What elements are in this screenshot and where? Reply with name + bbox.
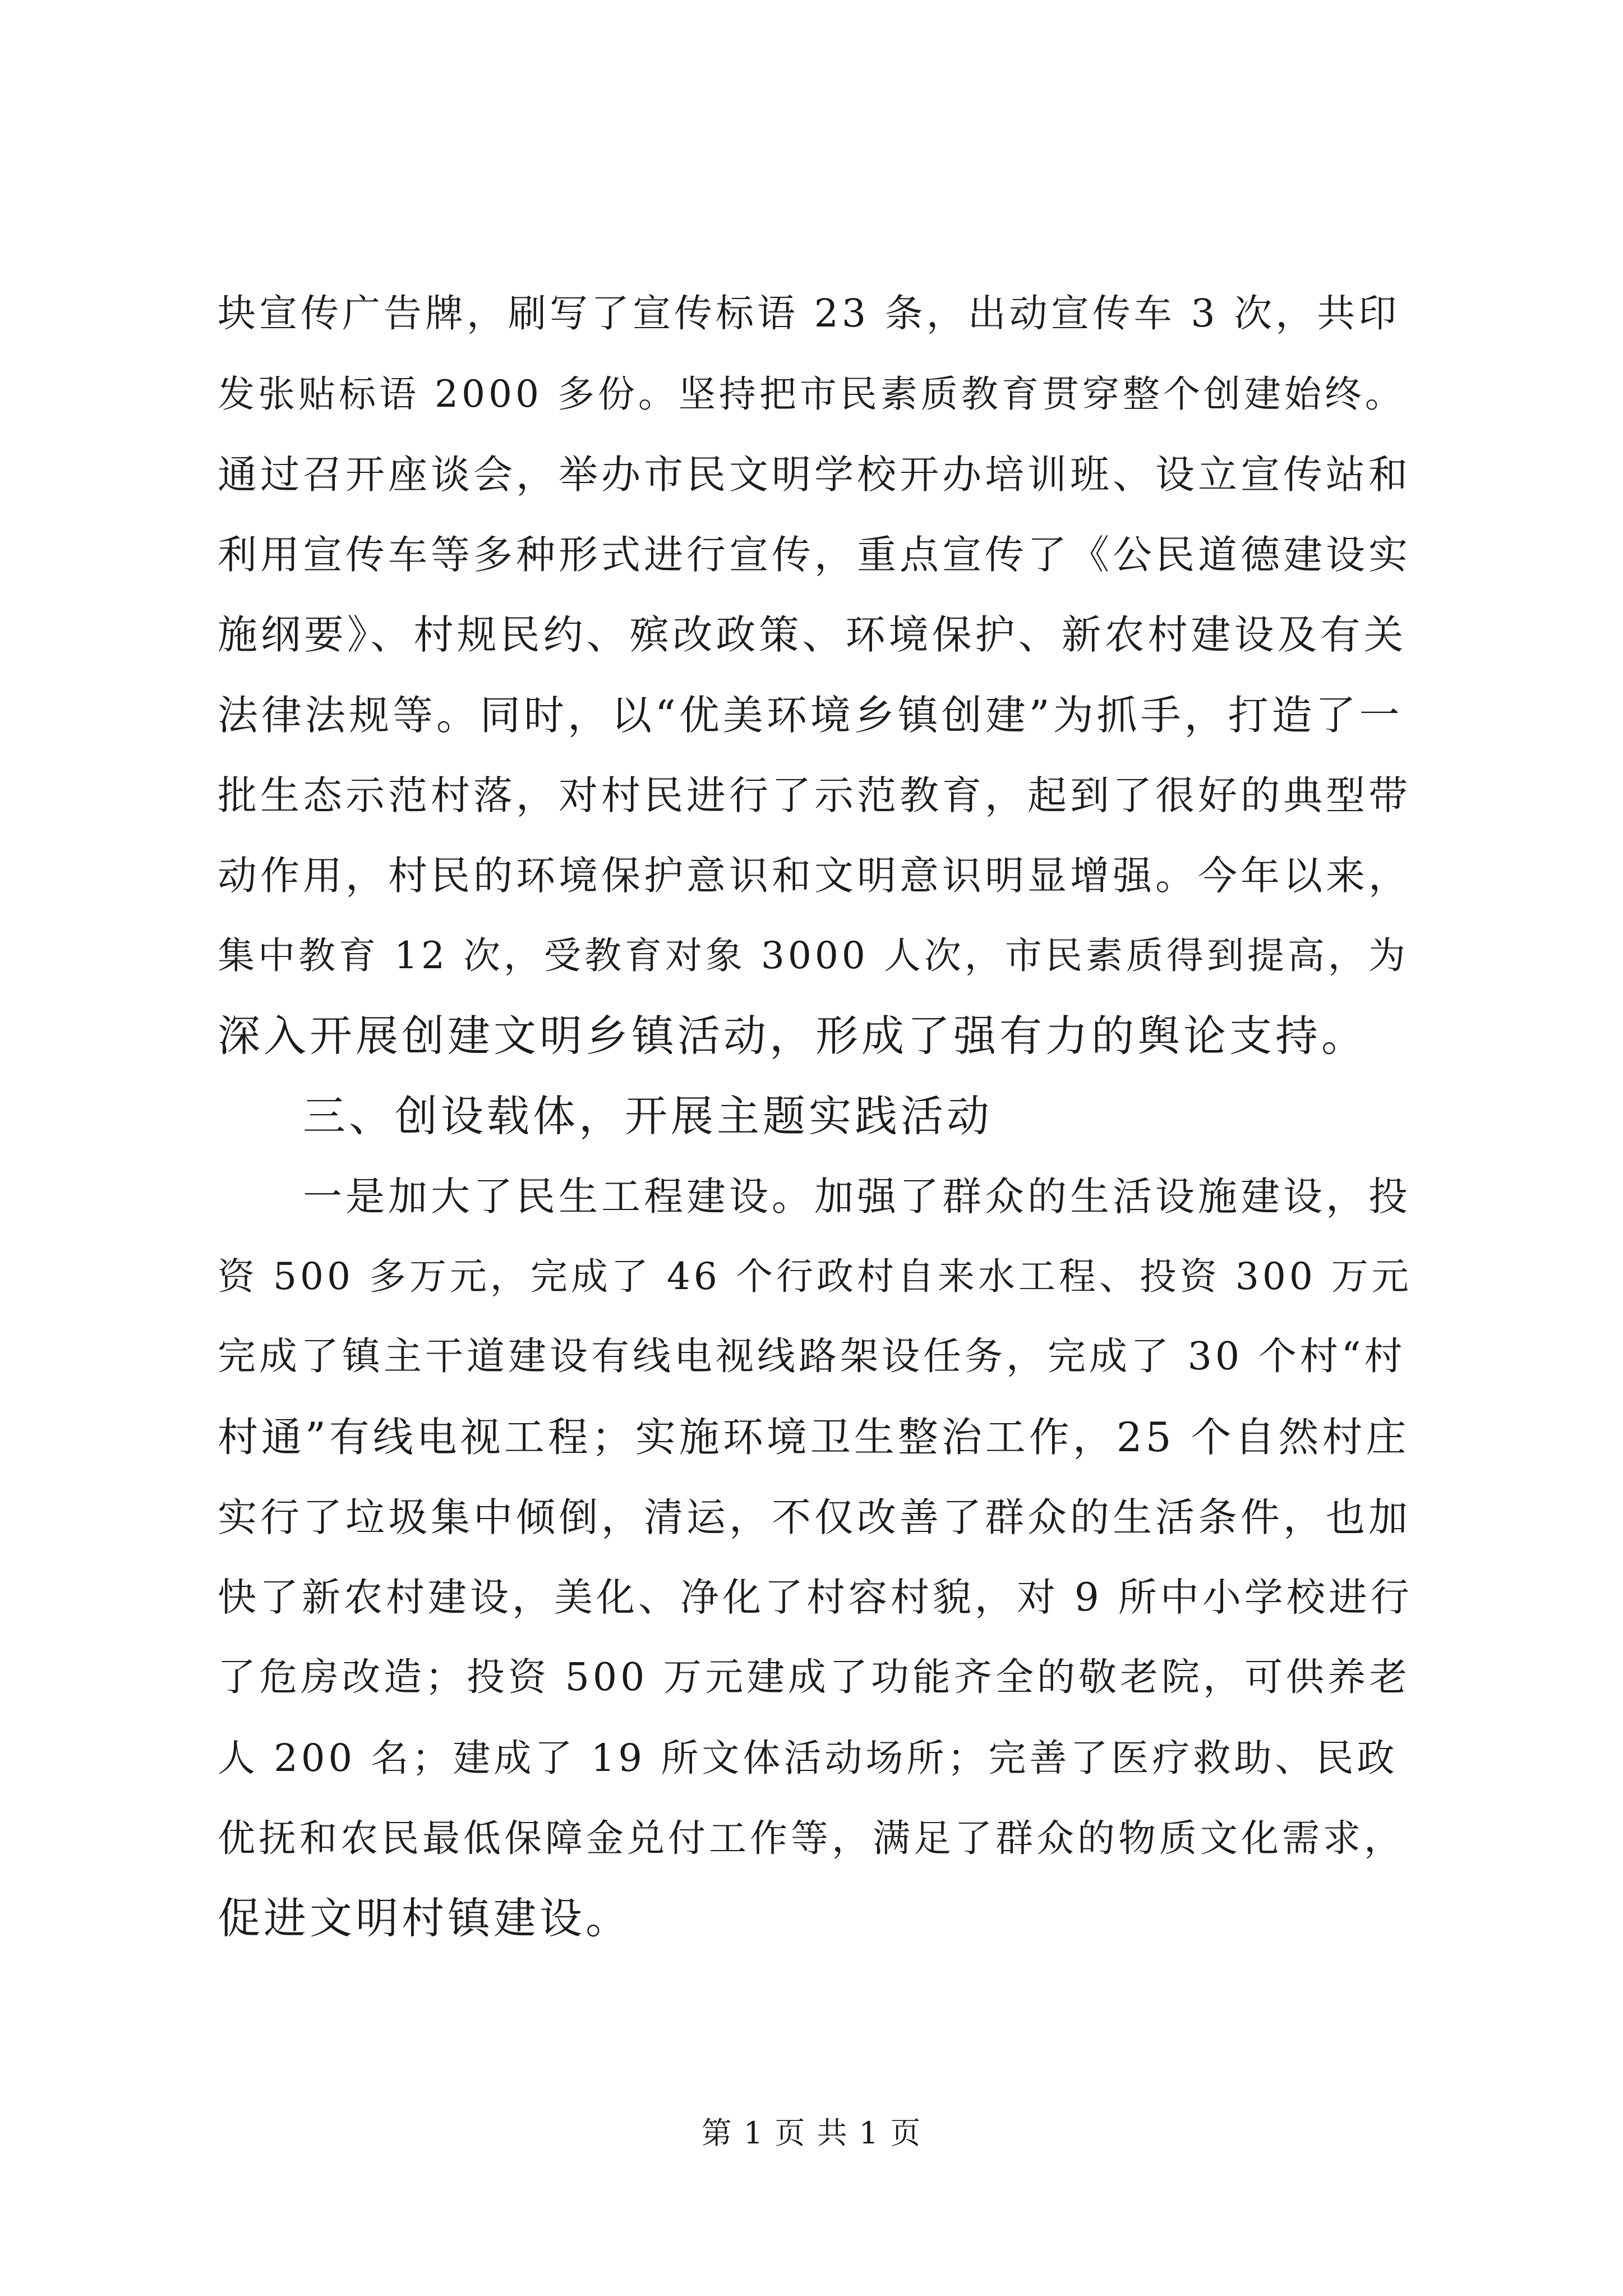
paragraph-2-line-7: 了危房改造；投资 500 万元建成了功能齐全的敬老院，可供养老	[218, 1655, 1411, 1700]
paragraph-2-line-1: 一是加大了民生工程建设。加强了群众的生活设施建设，投	[303, 1174, 1411, 1220]
page-number-footer: 第 1 页 共 1 页	[701, 2115, 922, 2151]
paragraph-2-line-3: 完成了镇主干道建设有线电视线路架设任务，完成了 30 个村“村	[218, 1335, 1406, 1379]
paragraph-1-line-6: 法律法规等。同时，以“优美环境乡镇创建”为抓手，打造了一	[218, 692, 1403, 739]
paragraph-1-line-4: 利用宣传车等多种形式进行宣传，重点宣传了《公民道德建设实	[218, 532, 1411, 578]
paragraph-1-line-7: 批生态示范村落，对村民进行了示范教育，起到了很好的典型带	[218, 772, 1411, 818]
paragraph-1-line-10: 深入开展创建文明乡镇活动，形成了强有力的舆论支持。	[218, 1011, 1367, 1061]
paragraph-2-line-4: 村通”有线电视工程；实施环境卫生整治工作，25 个自然村庄	[218, 1414, 1410, 1461]
paragraph-1-line-8: 动作用，村民的环境保护意识和文明意识明显增强。今年以来，	[218, 853, 1411, 899]
paragraph-2-line-8: 人 200 名；建成了 19 所文体活动场所；完善了医疗救助、民政	[218, 1736, 1398, 1780]
paragraph-1-line-1: 块宣传广告牌，刷写了宣传标语 23 条，出动宣传车 3 次，共印	[218, 292, 1400, 336]
paragraph-1-line-2: 发张贴标语 2000 多份。坚持把市民素质教育贯穿整个创建始终。	[218, 372, 1405, 416]
paragraph-1-line-5: 施纲要》、村规民约、殡改政策、环境保护、新农村建设及有关	[218, 611, 1407, 658]
paragraph-2-line-9: 优抚和农民最低保障金兑付工作等，满足了群众的物质文化需求，	[218, 1816, 1405, 1860]
paragraph-2-line-5: 实行了垃圾集中倾倒，清运，不仅改善了群众的生活条件，也加	[218, 1494, 1411, 1540]
paragraph-2-line-10: 促进文明村镇建设。	[218, 1893, 631, 1943]
paragraph-2-line-6: 快了新农村建设，美化、净化了村容村貌，对 9 所中小学校进行	[218, 1575, 1413, 1620]
paragraph-1-line-9: 集中教育 12 次，受教育对象 3000 人次，市民素质得到提高，为	[218, 934, 1409, 977]
paragraph-2-line-2: 资 500 多万元，完成了 46 个行政村自来水工程、投资 300 万元	[218, 1255, 1412, 1298]
section-heading: 三、创设载体，开展主题实践活动	[303, 1091, 993, 1141]
paragraph-1-line-3: 通过召开座谈会，举办市民文明学校开办培训班、设立宣传站和	[218, 452, 1411, 498]
